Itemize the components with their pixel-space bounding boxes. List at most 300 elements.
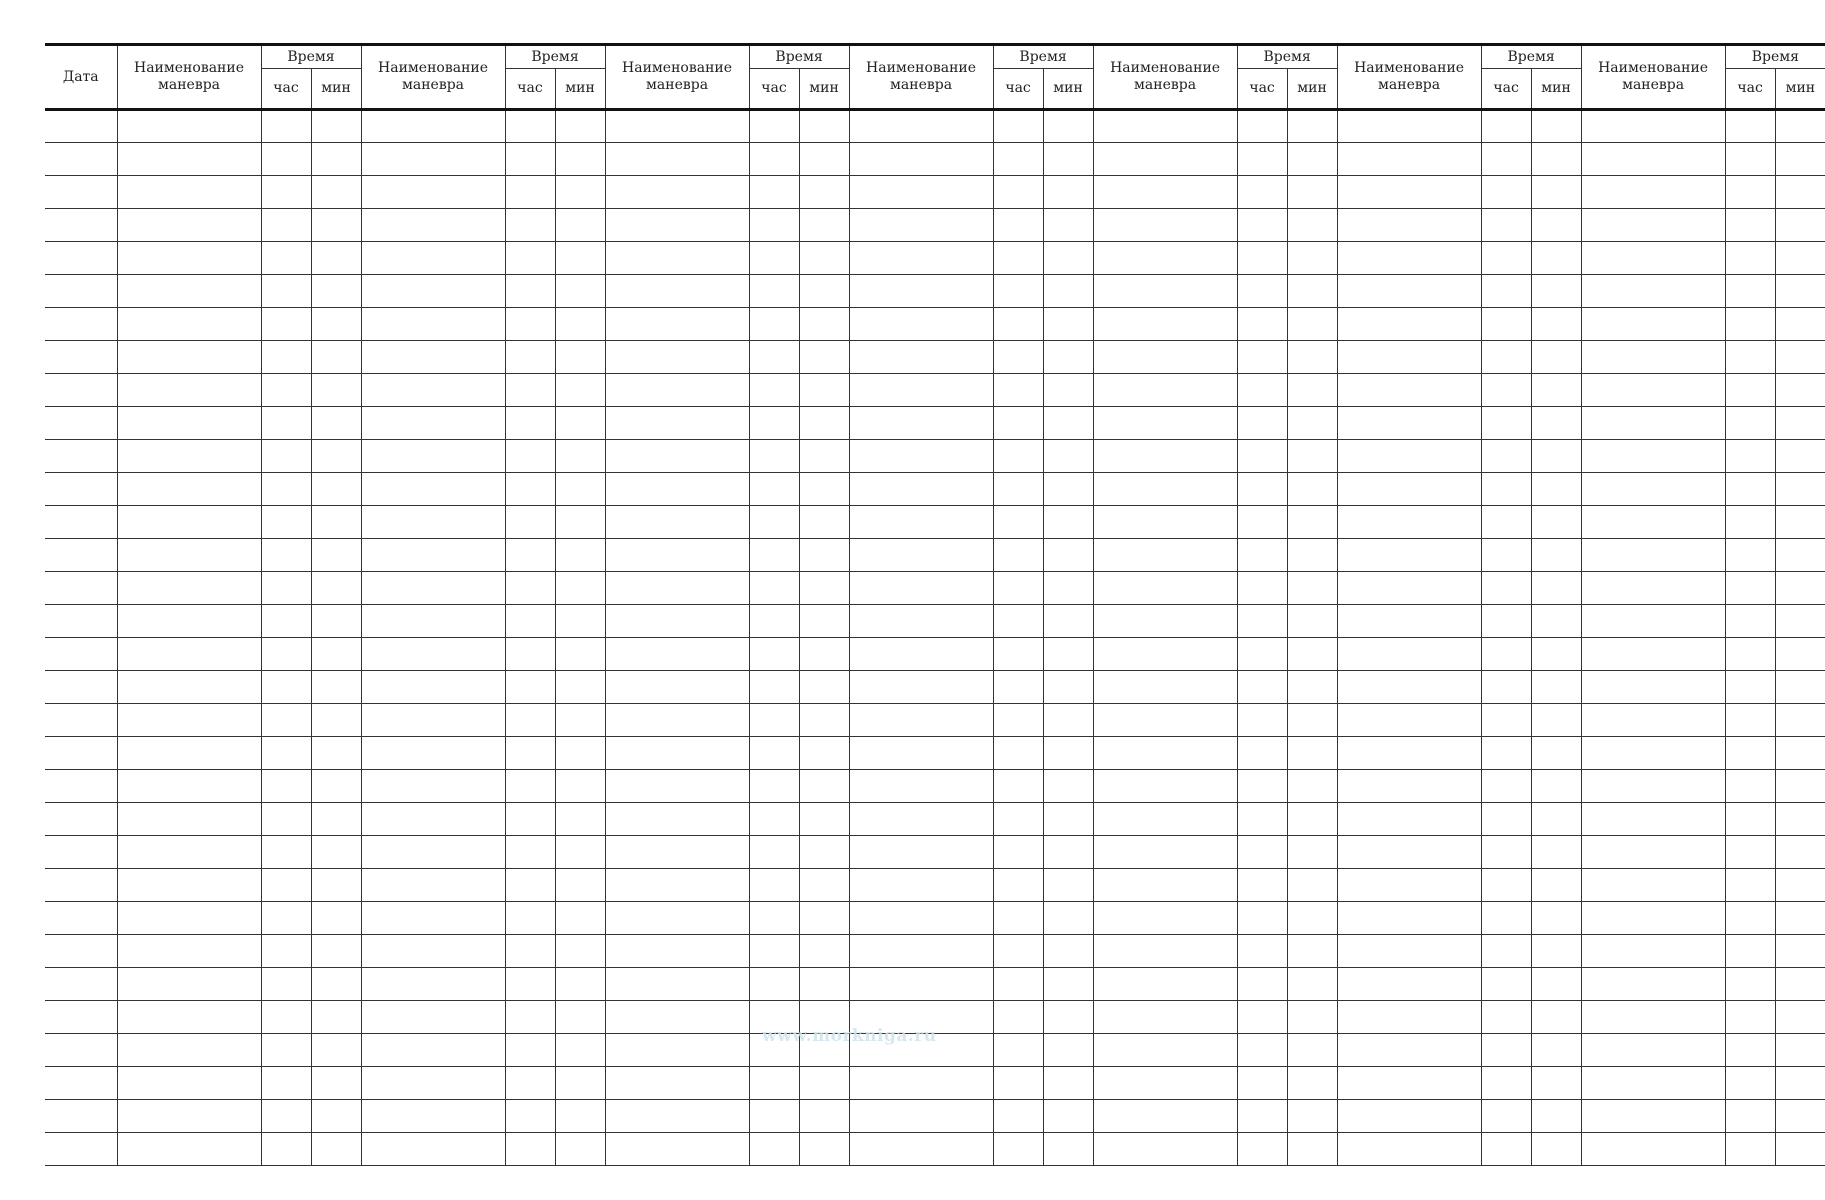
minute-cell[interactable] <box>1043 275 1093 308</box>
date-cell[interactable] <box>45 1067 117 1100</box>
maneuver-name-cell[interactable] <box>1337 209 1481 242</box>
minute-cell[interactable] <box>1531 1133 1581 1166</box>
maneuver-name-cell[interactable] <box>849 1001 993 1034</box>
hour-cell[interactable] <box>993 737 1043 770</box>
hour-cell[interactable] <box>749 308 799 341</box>
maneuver-name-cell[interactable] <box>849 902 993 935</box>
maneuver-name-cell[interactable] <box>849 275 993 308</box>
maneuver-name-cell[interactable] <box>605 110 749 143</box>
maneuver-name-cell[interactable] <box>361 1001 505 1034</box>
maneuver-name-cell[interactable] <box>1581 506 1725 539</box>
date-cell[interactable] <box>45 968 117 1001</box>
hour-cell[interactable] <box>1725 506 1775 539</box>
hour-cell[interactable] <box>505 209 555 242</box>
maneuver-name-cell[interactable] <box>849 143 993 176</box>
maneuver-name-cell[interactable] <box>1337 143 1481 176</box>
minute-cell[interactable] <box>311 242 361 275</box>
minute-cell[interactable] <box>311 110 361 143</box>
minute-cell[interactable] <box>1043 110 1093 143</box>
minute-cell[interactable] <box>555 440 605 473</box>
maneuver-name-cell[interactable] <box>361 176 505 209</box>
maneuver-name-cell[interactable] <box>117 770 261 803</box>
hour-cell[interactable] <box>1481 737 1531 770</box>
date-cell[interactable] <box>45 506 117 539</box>
maneuver-name-cell[interactable] <box>117 308 261 341</box>
date-cell[interactable] <box>45 1100 117 1133</box>
minute-cell[interactable] <box>1531 770 1581 803</box>
maneuver-name-cell[interactable] <box>849 836 993 869</box>
maneuver-name-cell[interactable] <box>1093 671 1237 704</box>
hour-cell[interactable] <box>1725 143 1775 176</box>
maneuver-name-cell[interactable] <box>1581 176 1725 209</box>
date-cell[interactable] <box>45 1133 117 1166</box>
minute-cell[interactable] <box>1287 473 1337 506</box>
hour-cell[interactable] <box>1481 110 1531 143</box>
hour-cell[interactable] <box>261 374 311 407</box>
maneuver-name-cell[interactable] <box>1581 737 1725 770</box>
hour-cell[interactable] <box>1481 1133 1531 1166</box>
minute-cell[interactable] <box>1775 275 1825 308</box>
hour-cell[interactable] <box>1237 275 1287 308</box>
minute-cell[interactable] <box>1775 341 1825 374</box>
minute-cell[interactable] <box>799 176 849 209</box>
maneuver-name-cell[interactable] <box>1581 110 1725 143</box>
maneuver-name-cell[interactable] <box>1337 1001 1481 1034</box>
minute-cell[interactable] <box>1043 869 1093 902</box>
maneuver-name-cell[interactable] <box>361 341 505 374</box>
minute-cell[interactable] <box>1775 242 1825 275</box>
hour-cell[interactable] <box>261 704 311 737</box>
minute-cell[interactable] <box>799 869 849 902</box>
maneuver-name-cell[interactable] <box>117 110 261 143</box>
minute-cell[interactable] <box>1287 506 1337 539</box>
minute-cell[interactable] <box>1043 374 1093 407</box>
hour-cell[interactable] <box>261 209 311 242</box>
hour-cell[interactable] <box>749 1100 799 1133</box>
hour-cell[interactable] <box>1237 1001 1287 1034</box>
hour-cell[interactable] <box>993 704 1043 737</box>
hour-cell[interactable] <box>1237 308 1287 341</box>
maneuver-name-cell[interactable] <box>117 671 261 704</box>
hour-cell[interactable] <box>993 770 1043 803</box>
hour-cell[interactable] <box>1237 737 1287 770</box>
maneuver-name-cell[interactable] <box>361 110 505 143</box>
minute-cell[interactable] <box>555 902 605 935</box>
minute-cell[interactable] <box>1531 110 1581 143</box>
hour-cell[interactable] <box>993 143 1043 176</box>
minute-cell[interactable] <box>1287 704 1337 737</box>
hour-cell[interactable] <box>1481 1100 1531 1133</box>
minute-cell[interactable] <box>1531 209 1581 242</box>
maneuver-name-cell[interactable] <box>117 407 261 440</box>
hour-cell[interactable] <box>505 605 555 638</box>
minute-cell[interactable] <box>555 374 605 407</box>
maneuver-name-cell[interactable] <box>117 539 261 572</box>
minute-cell[interactable] <box>1287 440 1337 473</box>
hour-cell[interactable] <box>1237 1067 1287 1100</box>
date-cell[interactable] <box>45 1034 117 1067</box>
maneuver-name-cell[interactable] <box>117 341 261 374</box>
minute-cell[interactable] <box>311 1133 361 1166</box>
maneuver-name-cell[interactable] <box>1093 869 1237 902</box>
maneuver-name-cell[interactable] <box>1337 671 1481 704</box>
maneuver-name-cell[interactable] <box>117 242 261 275</box>
hour-cell[interactable] <box>1237 407 1287 440</box>
minute-cell[interactable] <box>555 968 605 1001</box>
minute-cell[interactable] <box>555 209 605 242</box>
minute-cell[interactable] <box>1287 836 1337 869</box>
hour-cell[interactable] <box>749 539 799 572</box>
hour-cell[interactable] <box>1481 671 1531 704</box>
hour-cell[interactable] <box>1237 473 1287 506</box>
hour-cell[interactable] <box>993 836 1043 869</box>
hour-cell[interactable] <box>1725 1001 1775 1034</box>
hour-cell[interactable] <box>1237 242 1287 275</box>
maneuver-name-cell[interactable] <box>361 242 505 275</box>
hour-cell[interactable] <box>261 539 311 572</box>
minute-cell[interactable] <box>799 407 849 440</box>
hour-cell[interactable] <box>505 275 555 308</box>
minute-cell[interactable] <box>1775 407 1825 440</box>
minute-cell[interactable] <box>555 539 605 572</box>
minute-cell[interactable] <box>1287 803 1337 836</box>
hour-cell[interactable] <box>749 440 799 473</box>
hour-cell[interactable] <box>1481 935 1531 968</box>
hour-cell[interactable] <box>505 374 555 407</box>
hour-cell[interactable] <box>1481 1067 1531 1100</box>
minute-cell[interactable] <box>1531 1100 1581 1133</box>
maneuver-name-cell[interactable] <box>605 242 749 275</box>
maneuver-name-cell[interactable] <box>849 572 993 605</box>
hour-cell[interactable] <box>261 341 311 374</box>
maneuver-name-cell[interactable] <box>605 341 749 374</box>
date-cell[interactable] <box>45 473 117 506</box>
maneuver-name-cell[interactable] <box>117 803 261 836</box>
maneuver-name-cell[interactable] <box>605 968 749 1001</box>
maneuver-name-cell[interactable] <box>605 1034 749 1067</box>
maneuver-name-cell[interactable] <box>1093 1067 1237 1100</box>
hour-cell[interactable] <box>993 242 1043 275</box>
minute-cell[interactable] <box>799 704 849 737</box>
hour-cell[interactable] <box>749 605 799 638</box>
maneuver-name-cell[interactable] <box>117 1100 261 1133</box>
hour-cell[interactable] <box>993 869 1043 902</box>
maneuver-name-cell[interactable] <box>1093 1133 1237 1166</box>
maneuver-name-cell[interactable] <box>117 572 261 605</box>
date-cell[interactable] <box>45 869 117 902</box>
hour-cell[interactable] <box>1481 374 1531 407</box>
maneuver-name-cell[interactable] <box>361 770 505 803</box>
minute-cell[interactable] <box>1531 935 1581 968</box>
minute-cell[interactable] <box>1043 242 1093 275</box>
maneuver-name-cell[interactable] <box>1093 440 1237 473</box>
minute-cell[interactable] <box>1531 242 1581 275</box>
hour-cell[interactable] <box>1481 275 1531 308</box>
hour-cell[interactable] <box>1725 374 1775 407</box>
maneuver-name-cell[interactable] <box>1337 473 1481 506</box>
date-cell[interactable] <box>45 704 117 737</box>
hour-cell[interactable] <box>261 110 311 143</box>
hour-cell[interactable] <box>749 572 799 605</box>
minute-cell[interactable] <box>311 341 361 374</box>
minute-cell[interactable] <box>311 572 361 605</box>
hour-cell[interactable] <box>1725 407 1775 440</box>
minute-cell[interactable] <box>555 143 605 176</box>
minute-cell[interactable] <box>799 110 849 143</box>
maneuver-name-cell[interactable] <box>605 209 749 242</box>
hour-cell[interactable] <box>505 1133 555 1166</box>
hour-cell[interactable] <box>749 209 799 242</box>
minute-cell[interactable] <box>1287 308 1337 341</box>
maneuver-name-cell[interactable] <box>1581 902 1725 935</box>
hour-cell[interactable] <box>749 242 799 275</box>
minute-cell[interactable] <box>1531 143 1581 176</box>
maneuver-name-cell[interactable] <box>117 902 261 935</box>
hour-cell[interactable] <box>749 803 799 836</box>
minute-cell[interactable] <box>311 440 361 473</box>
hour-cell[interactable] <box>505 1001 555 1034</box>
minute-cell[interactable] <box>1775 968 1825 1001</box>
date-cell[interactable] <box>45 176 117 209</box>
minute-cell[interactable] <box>555 275 605 308</box>
hour-cell[interactable] <box>1725 572 1775 605</box>
hour-cell[interactable] <box>261 242 311 275</box>
maneuver-name-cell[interactable] <box>1337 1133 1481 1166</box>
minute-cell[interactable] <box>311 374 361 407</box>
minute-cell[interactable] <box>1775 803 1825 836</box>
hour-cell[interactable] <box>1725 308 1775 341</box>
date-cell[interactable] <box>45 539 117 572</box>
maneuver-name-cell[interactable] <box>1581 968 1725 1001</box>
minute-cell[interactable] <box>555 572 605 605</box>
minute-cell[interactable] <box>799 770 849 803</box>
hour-cell[interactable] <box>993 803 1043 836</box>
hour-cell[interactable] <box>505 869 555 902</box>
minute-cell[interactable] <box>799 374 849 407</box>
hour-cell[interactable] <box>993 275 1043 308</box>
date-cell[interactable] <box>45 671 117 704</box>
hour-cell[interactable] <box>505 341 555 374</box>
minute-cell[interactable] <box>311 506 361 539</box>
maneuver-name-cell[interactable] <box>117 935 261 968</box>
hour-cell[interactable] <box>1481 308 1531 341</box>
hour-cell[interactable] <box>1725 671 1775 704</box>
maneuver-name-cell[interactable] <box>1581 1100 1725 1133</box>
minute-cell[interactable] <box>555 803 605 836</box>
minute-cell[interactable] <box>1043 1001 1093 1034</box>
maneuver-name-cell[interactable] <box>117 704 261 737</box>
hour-cell[interactable] <box>1725 704 1775 737</box>
minute-cell[interactable] <box>1043 473 1093 506</box>
minute-cell[interactable] <box>1775 1067 1825 1100</box>
maneuver-name-cell[interactable] <box>849 869 993 902</box>
minute-cell[interactable] <box>311 473 361 506</box>
maneuver-name-cell[interactable] <box>605 638 749 671</box>
maneuver-name-cell[interactable] <box>849 737 993 770</box>
minute-cell[interactable] <box>799 308 849 341</box>
hour-cell[interactable] <box>993 407 1043 440</box>
maneuver-name-cell[interactable] <box>605 803 749 836</box>
minute-cell[interactable] <box>311 836 361 869</box>
maneuver-name-cell[interactable] <box>1093 176 1237 209</box>
minute-cell[interactable] <box>311 737 361 770</box>
hour-cell[interactable] <box>1725 539 1775 572</box>
minute-cell[interactable] <box>1531 572 1581 605</box>
maneuver-name-cell[interactable] <box>361 869 505 902</box>
maneuver-name-cell[interactable] <box>605 737 749 770</box>
minute-cell[interactable] <box>1043 143 1093 176</box>
hour-cell[interactable] <box>505 473 555 506</box>
minute-cell[interactable] <box>311 176 361 209</box>
minute-cell[interactable] <box>555 704 605 737</box>
minute-cell[interactable] <box>311 638 361 671</box>
hour-cell[interactable] <box>261 440 311 473</box>
maneuver-name-cell[interactable] <box>1093 935 1237 968</box>
minute-cell[interactable] <box>1287 1067 1337 1100</box>
hour-cell[interactable] <box>1237 902 1287 935</box>
minute-cell[interactable] <box>1775 110 1825 143</box>
minute-cell[interactable] <box>555 341 605 374</box>
maneuver-name-cell[interactable] <box>117 374 261 407</box>
minute-cell[interactable] <box>1531 638 1581 671</box>
hour-cell[interactable] <box>993 440 1043 473</box>
maneuver-name-cell[interactable] <box>117 506 261 539</box>
maneuver-name-cell[interactable] <box>605 572 749 605</box>
hour-cell[interactable] <box>1237 803 1287 836</box>
minute-cell[interactable] <box>1531 1034 1581 1067</box>
minute-cell[interactable] <box>1775 440 1825 473</box>
minute-cell[interactable] <box>311 1001 361 1034</box>
maneuver-name-cell[interactable] <box>1093 506 1237 539</box>
maneuver-name-cell[interactable] <box>1337 968 1481 1001</box>
maneuver-name-cell[interactable] <box>117 473 261 506</box>
maneuver-name-cell[interactable] <box>361 308 505 341</box>
minute-cell[interactable] <box>1775 869 1825 902</box>
hour-cell[interactable] <box>1725 473 1775 506</box>
hour-cell[interactable] <box>1481 1034 1531 1067</box>
date-cell[interactable] <box>45 341 117 374</box>
minute-cell[interactable] <box>799 275 849 308</box>
hour-cell[interactable] <box>1481 770 1531 803</box>
date-cell[interactable] <box>45 770 117 803</box>
hour-cell[interactable] <box>1725 1100 1775 1133</box>
minute-cell[interactable] <box>1531 1067 1581 1100</box>
minute-cell[interactable] <box>1043 572 1093 605</box>
hour-cell[interactable] <box>1237 968 1287 1001</box>
date-cell[interactable] <box>45 803 117 836</box>
maneuver-name-cell[interactable] <box>1337 803 1481 836</box>
minute-cell[interactable] <box>311 308 361 341</box>
minute-cell[interactable] <box>799 935 849 968</box>
maneuver-name-cell[interactable] <box>117 605 261 638</box>
minute-cell[interactable] <box>1043 638 1093 671</box>
hour-cell[interactable] <box>1237 539 1287 572</box>
minute-cell[interactable] <box>1531 968 1581 1001</box>
hour-cell[interactable] <box>993 968 1043 1001</box>
minute-cell[interactable] <box>1043 902 1093 935</box>
minute-cell[interactable] <box>1531 902 1581 935</box>
hour-cell[interactable] <box>1237 176 1287 209</box>
minute-cell[interactable] <box>1287 110 1337 143</box>
minute-cell[interactable] <box>799 836 849 869</box>
hour-cell[interactable] <box>993 605 1043 638</box>
maneuver-name-cell[interactable] <box>1581 374 1725 407</box>
hour-cell[interactable] <box>1725 1034 1775 1067</box>
minute-cell[interactable] <box>1043 1067 1093 1100</box>
hour-cell[interactable] <box>1237 638 1287 671</box>
minute-cell[interactable] <box>555 836 605 869</box>
minute-cell[interactable] <box>1531 341 1581 374</box>
maneuver-name-cell[interactable] <box>1581 572 1725 605</box>
minute-cell[interactable] <box>311 1100 361 1133</box>
maneuver-name-cell[interactable] <box>1337 374 1481 407</box>
maneuver-name-cell[interactable] <box>605 704 749 737</box>
maneuver-name-cell[interactable] <box>605 1001 749 1034</box>
hour-cell[interactable] <box>993 506 1043 539</box>
hour-cell[interactable] <box>261 638 311 671</box>
hour-cell[interactable] <box>261 968 311 1001</box>
hour-cell[interactable] <box>505 440 555 473</box>
hour-cell[interactable] <box>1481 473 1531 506</box>
minute-cell[interactable] <box>1287 275 1337 308</box>
maneuver-name-cell[interactable] <box>1337 440 1481 473</box>
minute-cell[interactable] <box>1531 605 1581 638</box>
minute-cell[interactable] <box>1531 1001 1581 1034</box>
hour-cell[interactable] <box>1237 110 1287 143</box>
maneuver-name-cell[interactable] <box>849 440 993 473</box>
maneuver-name-cell[interactable] <box>605 539 749 572</box>
minute-cell[interactable] <box>1287 605 1337 638</box>
hour-cell[interactable] <box>1481 605 1531 638</box>
minute-cell[interactable] <box>555 176 605 209</box>
minute-cell[interactable] <box>311 671 361 704</box>
minute-cell[interactable] <box>799 1001 849 1034</box>
hour-cell[interactable] <box>505 242 555 275</box>
maneuver-name-cell[interactable] <box>1337 902 1481 935</box>
maneuver-name-cell[interactable] <box>1337 308 1481 341</box>
date-cell[interactable] <box>45 209 117 242</box>
minute-cell[interactable] <box>1043 407 1093 440</box>
hour-cell[interactable] <box>1725 638 1775 671</box>
hour-cell[interactable] <box>261 143 311 176</box>
maneuver-name-cell[interactable] <box>1581 1034 1725 1067</box>
maneuver-name-cell[interactable] <box>117 968 261 1001</box>
minute-cell[interactable] <box>1287 176 1337 209</box>
minute-cell[interactable] <box>1043 209 1093 242</box>
hour-cell[interactable] <box>261 1001 311 1034</box>
minute-cell[interactable] <box>799 638 849 671</box>
maneuver-name-cell[interactable] <box>361 275 505 308</box>
minute-cell[interactable] <box>1775 308 1825 341</box>
maneuver-name-cell[interactable] <box>849 1034 993 1067</box>
minute-cell[interactable] <box>311 407 361 440</box>
hour-cell[interactable] <box>749 671 799 704</box>
maneuver-name-cell[interactable] <box>361 1133 505 1166</box>
maneuver-name-cell[interactable] <box>361 440 505 473</box>
hour-cell[interactable] <box>261 902 311 935</box>
maneuver-name-cell[interactable] <box>1581 671 1725 704</box>
minute-cell[interactable] <box>1287 737 1337 770</box>
maneuver-name-cell[interactable] <box>1337 605 1481 638</box>
maneuver-name-cell[interactable] <box>1093 572 1237 605</box>
hour-cell[interactable] <box>1725 902 1775 935</box>
minute-cell[interactable] <box>799 605 849 638</box>
maneuver-name-cell[interactable] <box>1337 275 1481 308</box>
minute-cell[interactable] <box>1287 935 1337 968</box>
hour-cell[interactable] <box>993 1100 1043 1133</box>
hour-cell[interactable] <box>1237 374 1287 407</box>
maneuver-name-cell[interactable] <box>117 176 261 209</box>
